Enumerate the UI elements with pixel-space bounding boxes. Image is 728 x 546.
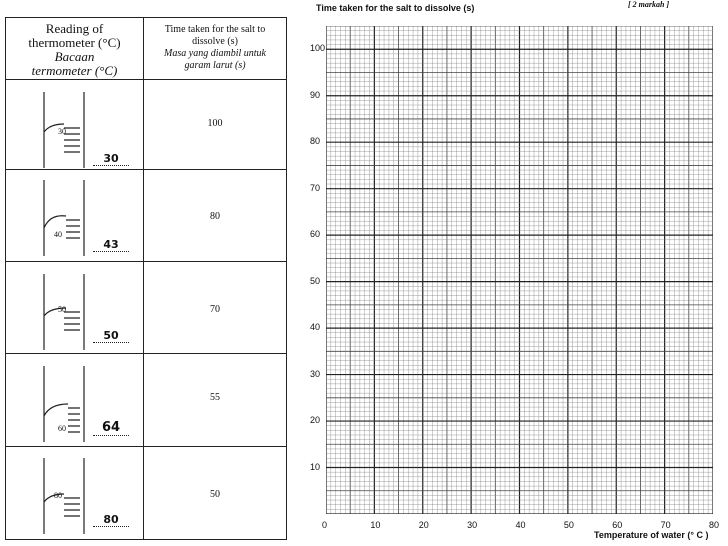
y-tick-label: 70: [310, 182, 321, 193]
results-table: [5, 17, 287, 540]
x-tick-label: 0: [322, 520, 328, 530]
thermometer-scale-label: 80: [54, 491, 62, 500]
thermometer-scale-label: 50: [58, 305, 66, 314]
thermometer-scale-label: 30: [58, 127, 66, 136]
time-value: 55: [210, 392, 220, 403]
row-divider: [6, 353, 286, 354]
x-tick-label: 40: [515, 520, 526, 530]
x-tick-label: 80: [709, 520, 720, 530]
x-tick-label: 70: [660, 520, 671, 530]
header-reading-line2: thermometer (°C): [28, 35, 121, 50]
y-tick-label: 10: [310, 461, 321, 472]
thermometer-scale-label: 60: [58, 424, 66, 433]
x-tick-label: 50: [563, 520, 574, 530]
header-time-line1: Time taken for the salt to: [164, 24, 266, 35]
row-divider: [6, 446, 286, 447]
header-reading-line1: Reading of: [45, 21, 104, 36]
header-time-line4: garam larut (s): [184, 60, 246, 71]
row-divider: [6, 261, 286, 262]
header-time: [144, 24, 286, 72]
y-tick-label: 40: [310, 322, 321, 333]
x-tick-label: 30: [467, 520, 478, 530]
time-value: 100: [207, 118, 223, 129]
y-tick-label: 100: [310, 43, 326, 54]
graph-x-title: Temperature of water (° C ): [594, 530, 709, 540]
reading-value: 64: [93, 420, 129, 436]
x-tick-label: 10: [370, 520, 381, 530]
y-tick-label: 90: [310, 89, 321, 100]
marks-label: [ 2 markah ]: [628, 0, 670, 9]
x-tick-label: 20: [418, 520, 429, 530]
header-reading-line4: termometer (°C): [31, 63, 118, 78]
graph-y-title: Time taken for the salt to dissolve (s): [316, 3, 475, 13]
y-tick-label: 30: [310, 368, 321, 379]
time-value: 70: [210, 304, 220, 315]
reading-value: 50: [93, 329, 129, 343]
row-divider: [6, 79, 286, 80]
header-time-line3: Masa yang diambil untuk: [164, 48, 266, 59]
reading-value: 30: [93, 152, 129, 166]
y-tick-label: 50: [310, 275, 321, 286]
reading-value: 43: [93, 238, 129, 252]
header-reading: [6, 22, 143, 78]
reading-value: 80: [93, 513, 129, 527]
header-time-line2: dissolve (s): [192, 36, 238, 47]
thermometer-scale-label: 40: [54, 230, 62, 239]
time-value: 50: [210, 489, 220, 500]
header-reading-line3: Bacaan: [54, 49, 95, 64]
y-tick-label: 80: [310, 136, 321, 147]
y-tick-label: 20: [310, 415, 321, 426]
x-tick-label: 60: [612, 520, 623, 530]
y-tick-label: 60: [310, 229, 321, 240]
graph-paper-grid: [326, 26, 713, 514]
column-divider: [143, 18, 144, 539]
time-value: 80: [210, 211, 220, 222]
thermometer-icon: [24, 178, 94, 258]
